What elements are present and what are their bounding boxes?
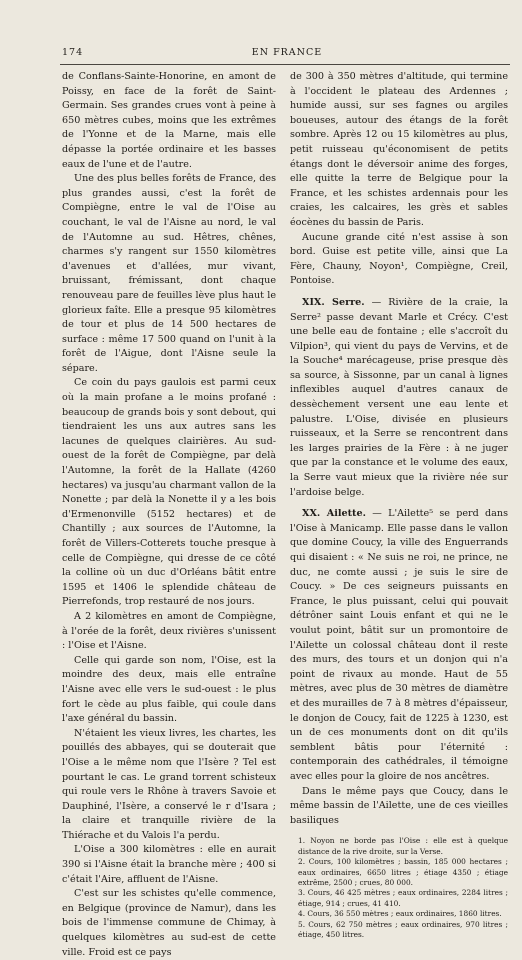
paragraph-text: N'étaient les vieux livres, les chartes, les pouillés des abbayes, qui se douterait que l'Oise a le même nom que l'Isère ? Tel est pourtant le cas. Le grand torrent schisteux qui roule vers le Rhône à travers Savoie et Dauphiné, l'Isère, a conservé le r d'Isara ; la claire et tranquille rivière de la Thiérache et du Valois l'a perdu. (62, 727, 276, 841)
footnotes (290, 836, 508, 940)
paragraph (290, 231, 508, 289)
paragraph-text: Ce coin du pays gaulois est parmi ceux où la main profane a le moins profané : beaucoup de grands bois y sont debout, qui tiendraient les uns aux autres sans les lacunes de quelques clairières. Au sud-ouest de la forêt de Compiègne, par delà l'Automne, la forêt de la Hallate (4260 hectares) va jusqu'au charmant vallon de la Nonette ; par delà la Nonette il y a les bois d'Ermenonville (5152 hectares) et de Chantilly ; aux sources de l'Automne, la forêt de Villers-Cotterets touche presque à celle de Compiègne, qui dresse de ce côté la colline où un duc d'Orléans bâtit entre 1595 et 1406 le splendide château de Pierrefonds, trop restauré de nos jours. (62, 377, 276, 608)
paragraph (62, 887, 276, 960)
paragraph (62, 610, 276, 654)
paragraph-text: L'Oise a 300 kilomètres : elle en aurait 390 si l'Aisne était la branche mère ; 400 si c'était l'Aire, affluent de l'Aisne. (62, 844, 276, 885)
paragraph (290, 507, 508, 784)
paragraph-text: A 2 kilomètres en amont de Compiègne, à l'orée de la forêt, deux rivières s'unissent : l'Oise et l'Aisne. (62, 610, 276, 652)
page-header (62, 47, 512, 61)
paragraph (62, 376, 276, 610)
paragraph (290, 296, 508, 500)
paragraph (62, 843, 276, 887)
paragraph-text: de 300 à 350 mètres d'altitude, qui termine à l'occident le plateau des Ardennes ; humide aussi, sur ses fagnes ou argiles boueuses, autour des étangs de la forêt sombre. Après 12 ou 15 kilomètres au plus, petit ruisseau qu'économisent de petits étangs dont le déversoir anime des forges, elle quitte la terre de Belgique pour la France, et les schistes ardennais pour les craies, les calcaires, les grès et sables éocènes du bassin de Paris. (290, 71, 508, 228)
section-title: XIX. Serre. (302, 296, 365, 308)
right-column (290, 70, 508, 940)
paragraph (290, 785, 508, 829)
paragraph-text: Dans le même pays que Coucy, dans le même bassin de l'Ailette, une de ces vieilles basiliques (290, 785, 508, 826)
page-number: 174 (62, 47, 84, 58)
paragraph-text: de Conflans-Sainte-Honorine, en amont de Poissy, en face de la forêt de Saint-Germain. Ses grandes crues vont à peine à 650 mètres cubes, moins que les extrêmes de l'Yonne et de la Marne, mais elle dépasse la portée ordinaire et les basses eaux de l'une et de l'autre. (62, 71, 276, 170)
footnote: 2. Cours, 100 kilomètres ; bassin, 185 000 hectares ; eaux ordinaires, 6650 litres ; étiage 4350 ; étiage extrême, 2500 ; crues, 80 000. (298, 857, 508, 887)
paragraph-text: Aucune grande cité n'est assise à son bord. Guise est petite ville, ainsi que La Fère, Chauny, Noyon¹, Compiègne, Creil, Pontoise. (290, 231, 508, 287)
paragraph (290, 70, 508, 231)
running-head: EN FRANCE (251, 47, 323, 58)
paragraph (62, 654, 276, 727)
footnote: 1. Noyon ne borde pas l'Oise : elle est à quelque distance de la rive droite, sur la Verse. (298, 836, 508, 856)
header-rule (60, 64, 510, 65)
footnote: 5. Cours, 62 750 mètres ; eaux ordinaires, 970 litres ; étiage, 450 litres. (298, 919, 508, 939)
paragraph-text: — Rivière de la craie, la Serre² passe devant Marle et Crécy. C'est une belle eau de fontaine ; elle s'accroît du Vilpion³, qui vient du pays de Vervins, et de la Souche⁴ marécageuse, prise presque dès sa source, à Sissonne, par un canal à lignes inflexibles auquel d'autres canaux de dessèchement versent une eau lente et palustre. L'Oise, divisée en plusieurs ruisseaux, et la Serre se rencontrent dans les larges prairies de la Fère : à ne juger que par la constance et le volume des eaux, la Serre vaut mieux que la rivière née sur l'ardoise belge. (290, 296, 508, 498)
footnote: 3. Cours, 46 425 mètres ; eaux ordinaires, 2284 litres ; étiage, 914 ; crues, 41 410. (298, 888, 508, 908)
section-title: XX. Ailette. (302, 508, 366, 520)
paragraph (62, 70, 276, 172)
paragraph (62, 727, 276, 844)
paragraph-text: Celle qui garde son nom, l'Oise, est la moindre des deux, mais elle entraîne l'Aisne avec elle vers le sud-ouest : le plus fort le cède au plus faible, qui coule dans l'axe général du bassin. (62, 654, 276, 725)
paragraph-text: C'est sur les schistes qu'elle commence, en Belgique (province de Namur), dans les bois de l'immense commune de Chimay, à quelques kilomètres au sud-est de cette ville. Froid est ce pays (62, 888, 276, 958)
left-column (62, 70, 276, 960)
paragraph (62, 172, 276, 376)
footnote: 4. Cours, 36 550 mètres ; eaux ordinaires, 1860 litres. (298, 909, 502, 919)
paragraph-text: Une des plus belles forêts de France, des plus grandes aussi, c'est la forêt de Compiègne, entre le val de l'Oise au couchant, le val de l'Aisne au nord, le val de l'Automne au sud. Hêtres, chênes, charmes s'y rangent sur 1550 kilomètres d'avenues et d'allées, mur vivant, bruissant, frémissant, dont chaque renouveau pare de feuilles lève plus haut le glorieux faîte. Elle a presque 95 kilomètres de tour et plus de 14 500 hectares de surface : même 17 500 quand on l'unit à la forêt de l'Aigue, dont l'Aisne seule la sépare. (62, 173, 276, 374)
paragraph-text: — L'Ailette⁵ se perd dans l'Oise à Manicamp. Elle passe dans le vallon que domine Coucy, la ville des Enguerrands qui disaient : « Ne suis ne roi, ne prince, ne duc, ne comte aussi ; je suis le sire de Coucy. » De ces seigneurs puissants en France, le plus puissant, celui qui pouvait détrôner saint Louis enfant et qui ne le voulut point, bâtit sur un promontoire de l'Ailette un colossal château dont il reste des murs, des tours et un donjon qui n'a point de rivaux au monde. Haut de 55 mètres, avec plus de 30 mètres de diamètre et des murailles de 7 à 8 mètres d'épaisseur, le donjon de Coucy, fait de 1225 à 1230, est un de ces monuments dont on dit qu'ils semblent bâtis pour l'éternité : contemporain des cathédrales, il témoigne avec elles pour la gloire de nos ancêtres. (290, 508, 508, 782)
